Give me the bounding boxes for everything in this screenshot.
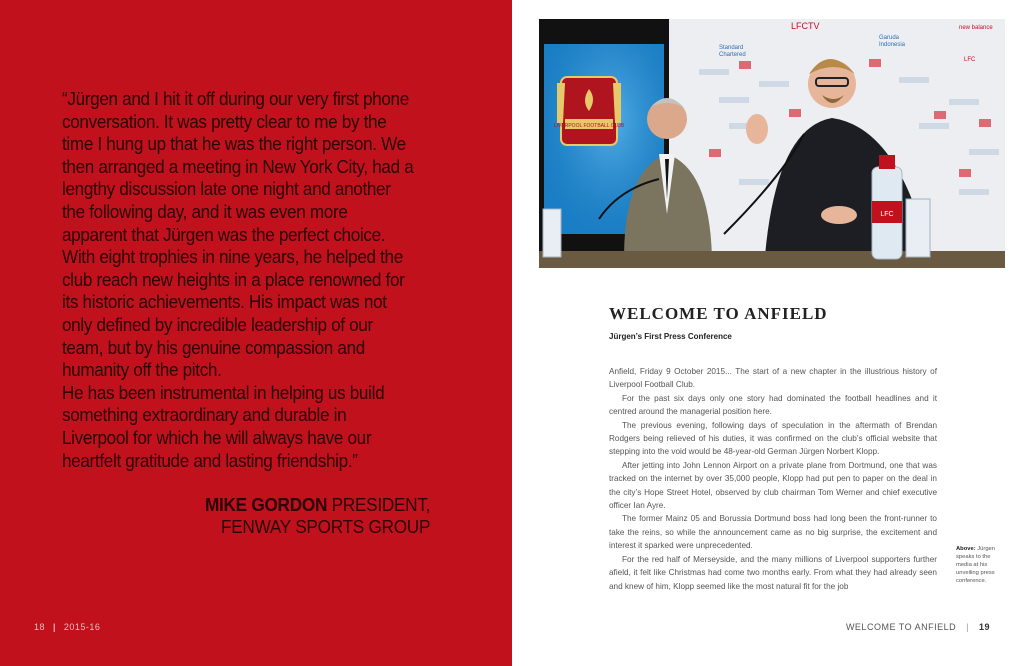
page-number: 19	[978, 622, 990, 632]
folio-separator: |	[966, 622, 969, 632]
article-paragraph: For the past six days only one story had dominated the football headlines and it centred around the managerial position here.	[609, 393, 937, 417]
pull-quote	[62, 88, 415, 472]
quote-paragraph: “Jürgen and I hit it off during our very first phone conversation. It was pretty clear to me by the time I hung up that he was the right person. We then arranged a meeting in New York City, had a lengthy discussion late one night and another the following day, and it was even more apparent that Jürgen was the perfect choice. With eight trophies in nine years, he helped the club reach new heights in a place renowned for its historic achievements. His impact was not only defined by incredible leadership of our team, but by his genuine compassion and humanity off the pitch.	[62, 88, 414, 381]
right-folio	[846, 622, 990, 632]
article-body	[609, 365, 937, 593]
attribution-organization: FENWAY SPORTS GROUP	[220, 516, 430, 537]
sponsor-chartered: Chartered	[719, 52, 746, 58]
bottle-label: LFC	[880, 211, 894, 218]
attribution-name: MIKE GORDON	[204, 494, 327, 515]
water-glass	[906, 199, 930, 257]
article	[609, 304, 937, 593]
article-paragraph: The former Mainz 05 and Borussia Dortmund boss had long been the front-runner to take the reins, so while the announcement came as no big surprise, the excitement and interest it sparked were unprecedented.	[609, 514, 937, 551]
crest-text: LIVERPOOL FOOTBALL CLUB	[553, 123, 625, 129]
caption-label: Above:	[956, 546, 976, 552]
water-glass	[543, 209, 561, 257]
press-conference-illustration	[539, 19, 1005, 268]
quote-paragraph: He has been instrumental in helping us build something extraordinary and durable in Liverpool for which he will always have our heartfelt gratitude and lasting friendship.”	[62, 381, 385, 471]
sponsor-lfc: LFC	[964, 57, 976, 63]
sponsor-new-balance: new balance	[959, 25, 993, 31]
photo-caption	[956, 545, 1002, 585]
article-paragraph: After jetting into John Lennon Airport on a private plane from Dortmund, one that was tracked on the internet by over 35,000 people, Klopp had put pen to paper on the deal in the city’s Hope Street Hotel, observed by club chairman Tom Werner and chief executive officer Ian Ayre.	[609, 460, 937, 511]
season-label: 2015-16	[63, 622, 101, 632]
article-title: WELCOME TO ANFIELD	[609, 304, 828, 323]
sponsor-indonesia: Indonesia	[879, 42, 906, 48]
attribution-role: PRESIDENT,	[326, 494, 430, 515]
lfc-crest-icon	[554, 77, 625, 145]
article-paragraph: The previous evening, following days of speculation in the aftermath of Brendan Rodgers being relieved of his duties, it was confirmed on the club’s official website that stepping into the void would be 48-year-old German Jürgen Norbert Klopp.	[609, 420, 937, 457]
article-paragraph: For the red half of Merseyside, and the many millions of Liverpool supporters further afield, it felt like Christmas had come two months early. From what they had already seen and knew of him, Klopp seemed like the most natural fit for the job	[609, 554, 937, 591]
sponsor-standard: Standard	[719, 45, 744, 51]
folio-separator: |	[53, 622, 56, 632]
section-label: WELCOME TO ANFIELD	[845, 622, 957, 632]
article-paragraph: Anfield, Friday 9 October 2015... The start of a new chapter in the illustrious history of Liverpool Football Club.	[609, 367, 937, 390]
caption-text: Jürgen speaks to the media at his unveiling press conference.	[956, 546, 995, 584]
article-subtitle: Jürgen’s First Press Conference	[609, 332, 732, 341]
sponsor-garuda: Garuda	[879, 35, 900, 41]
page-number: 18	[34, 622, 46, 632]
desk	[539, 251, 1005, 268]
left-folio	[34, 622, 100, 632]
water-bottle-icon	[872, 155, 902, 259]
press-conference-photo	[539, 19, 1005, 268]
right-page	[512, 0, 1024, 666]
lfctv-text: LFCTV	[791, 21, 820, 31]
quote-attribution	[205, 494, 430, 538]
